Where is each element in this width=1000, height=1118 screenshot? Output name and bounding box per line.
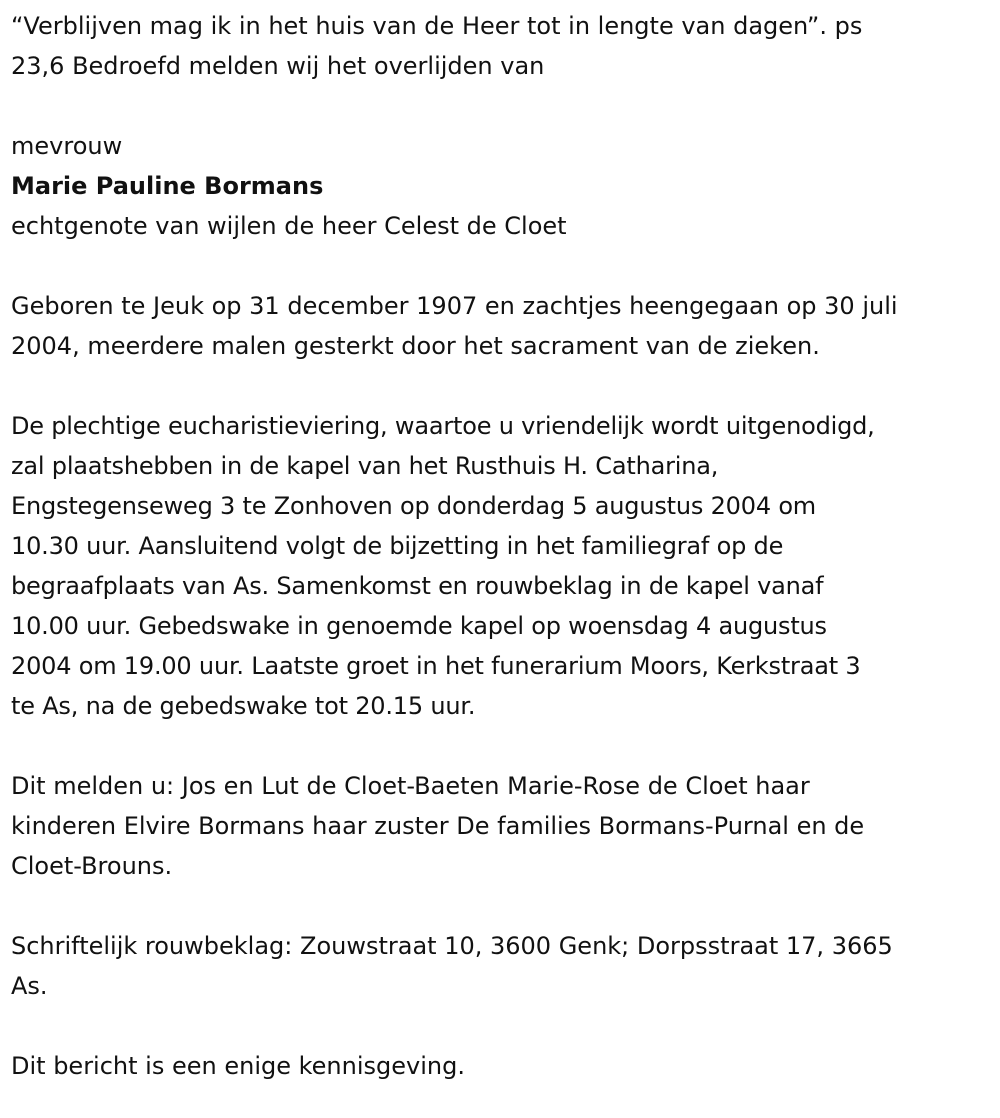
announcers-line: kinderen Elvire Bormans haar zuster De families Bormans-Purnal en de	[11, 812, 865, 840]
deceased-name: Marie Pauline Bormans	[11, 172, 324, 200]
ceremony-line: 10.00 uur. Gebedswake in genoemde kapel op woensdag 4 augustus	[11, 612, 827, 640]
birth-death-paragraph	[11, 286, 990, 366]
ceremony-line: Engstegenseweg 3 te Zonhoven op donderdag 5 augustus 2004 om	[11, 492, 816, 520]
spouse-line: echtgenote van wijlen de heer Celest de Cloet	[11, 212, 567, 240]
quote-line-1: “Verblijven mag ik in het huis van de Heer tot in lengte van dagen”. ps	[11, 12, 863, 40]
intro-paragraph	[11, 6, 990, 86]
ceremony-line: De plechtige eucharistieviering, waartoe u vriendelijk wordt uitgenodigd,	[11, 412, 875, 440]
salutation: mevrouw	[11, 132, 123, 160]
condolences-line: As.	[11, 972, 48, 1000]
ceremony-line: 2004 om 19.00 uur. Laatste groet in het funerarium Moors, Kerkstraat 3	[11, 652, 861, 680]
birth-death-line: 2004, meerdere malen gesterkt door het sacrament van de zieken.	[11, 332, 820, 360]
announcers-line: Cloet-Brouns.	[11, 852, 173, 880]
ceremony-line: 10.30 uur. Aansluitend volgt de bijzetting in het familiegraf op de	[11, 532, 784, 560]
quote-line-2: 23,6 Bedroefd melden wij het overlijden van	[11, 52, 545, 80]
ceremony-line: te As, na de gebedswake tot 20.15 uur.	[11, 692, 476, 720]
announcers-line: Dit melden u: Jos en Lut de Cloet-Baeten Marie-Rose de Cloet haar	[11, 772, 810, 800]
ceremony-line: begraafplaats van As. Samenkomst en rouwbeklag in de kapel vanaf	[11, 572, 824, 600]
closing-line: Dit bericht is een enige kennisgeving.	[11, 1052, 465, 1080]
announcers-paragraph	[11, 766, 990, 886]
ceremony-line: zal plaatshebben in de kapel van het Rusthuis H. Catharina,	[11, 452, 719, 480]
condolences-paragraph	[11, 926, 990, 1006]
ceremony-paragraph	[11, 406, 990, 726]
condolences-line: Schriftelijk rouwbeklag: Zouwstraat 10, 3600 Genk; Dorpsstraat 17, 3665	[11, 932, 893, 960]
birth-death-line: Geboren te Jeuk op 31 december 1907 en zachtjes heengegaan op 30 juli	[11, 292, 898, 320]
